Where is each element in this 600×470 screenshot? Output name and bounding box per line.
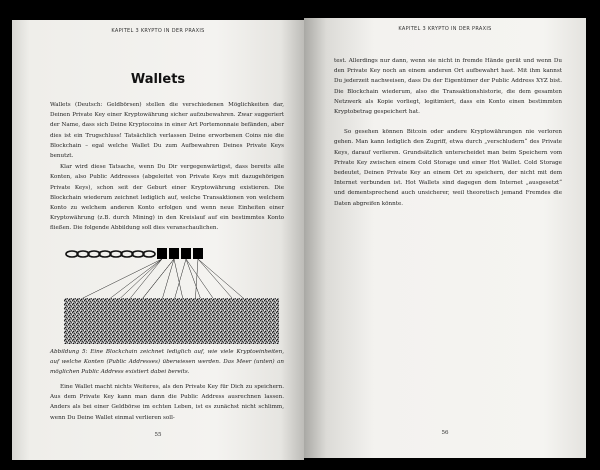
chain-links-icon: [66, 251, 155, 257]
left-body-text-2: [50, 382, 284, 423]
page-number-right: 56: [441, 430, 449, 436]
right-body-text: [334, 56, 562, 209]
page-number-left: 55: [154, 432, 162, 438]
blockchain-figure: [64, 248, 279, 344]
paragraph: So gesehen können Bitcoin oder andere Kryptowährungen nie verloren gehen. Man kann lediglich den Zugriff, etwa durch „verschludern“ des Private Keys, darauf verlieren. Grundsätzlich unterscheidet man beim Speichern vom Private Key zwischen einem Cold Storage und einer Hot Wallet. Cold Storage bedeutet, Deinen Private Key an einem Ort zu speichern, der nicht mit dem Internet verbunden ist. Hot Wallets sind dagegen dem Internet „ausgesetzt“ und dementsprechend auch unsicherer, weil theoretisch jemand Fremdes die Daten abgreifen könnte.: [334, 129, 562, 207]
address-sea-area: [64, 298, 279, 344]
running-head-right: KAPITEL 3 KRYPTO IN DER PRAXIS: [398, 26, 492, 32]
paragraph: Klar wird diese Tatsache, wenn Du Dir vergegenwärtigst, dass bereits alle Konten, also Public Addresses (abgeleitet von Private Keys mit dazugehörigen Private Keys), schon seit der Geburt einer Kryptowährung existieren. Die Blockchain wiederum zeichnet lediglich auf, welche Transaktionen von welchem Konto zu welchem anderen Konto erfolgen und wenn neue Einheiten einer Kryptowährung (z.B. durch Mining) in den Kreislauf auf ein bestimmtes Konto fließen. Die folgende Abbildung soll dies veranschaulichen.: [50, 164, 284, 232]
running-head-left: KAPITEL 3 KRYPTO IN DER PRAXIS: [111, 28, 205, 34]
paragraph: Eine Wallet macht nichts Weiteres, als den Private Key für Dich zu speichern. Aus dem Private Key kann man dann die Public Address ausrechnen lassen. Anders als bei einer Geldbörse im echten Leben, ist es zunächst nicht schlimm, wenn Du Deine Wallet einmal verlieren soll-: [50, 384, 284, 421]
block-squares-icon: [157, 248, 203, 259]
left-page: [12, 20, 304, 460]
left-body-text: [50, 100, 284, 234]
right-page: [304, 18, 586, 458]
figure-caption: Abbildung 5: Eine Blockchain zeichnet lediglich auf, wie viele Kryptoeinheiten, auf welche Konten (Public Addresses) überwiesen werden. Das Meer (unten) an möglichen Public Address existiert dabei bereits.: [50, 349, 284, 375]
chapter-heading: Wallets: [130, 72, 186, 87]
paragraph: test. Allerdings nur dann, wenn sie nicht in fremde Hände gerät und wenn Du den Private Key noch an einem anderen Ort aufbewahrt hast. Mit ihm kannst Du jederzeit nachweisen, dass Du der Eigentümer der Public Address XYZ bist. Die Blockchain wiederum, also die Transaktionshistorie, die dem gesamten Netzwerk als Kopie vorliegt, legitimiert, dass ein Konto einen bestimmten Kryptobetrag gespeichert hat.: [334, 58, 562, 116]
paragraph: Wallets (Deutsch: Geldbörsen) stellen die verschiedenen Möglichkeiten dar, Deinen Private Key einer Kryptowährung sicher aufzubewahren. Zwar suggeriert der Name, dass sich Deine Kryptocoins in einer Art Portemonnaie befänden, aber dies ist ein Trugschluss! Tatsächlich verlassen Deine erworbenen Coins nie die Blockchain – egal welche Wallet Du zum Aufbewahren Deines Private Keys benutzt.: [50, 102, 284, 160]
